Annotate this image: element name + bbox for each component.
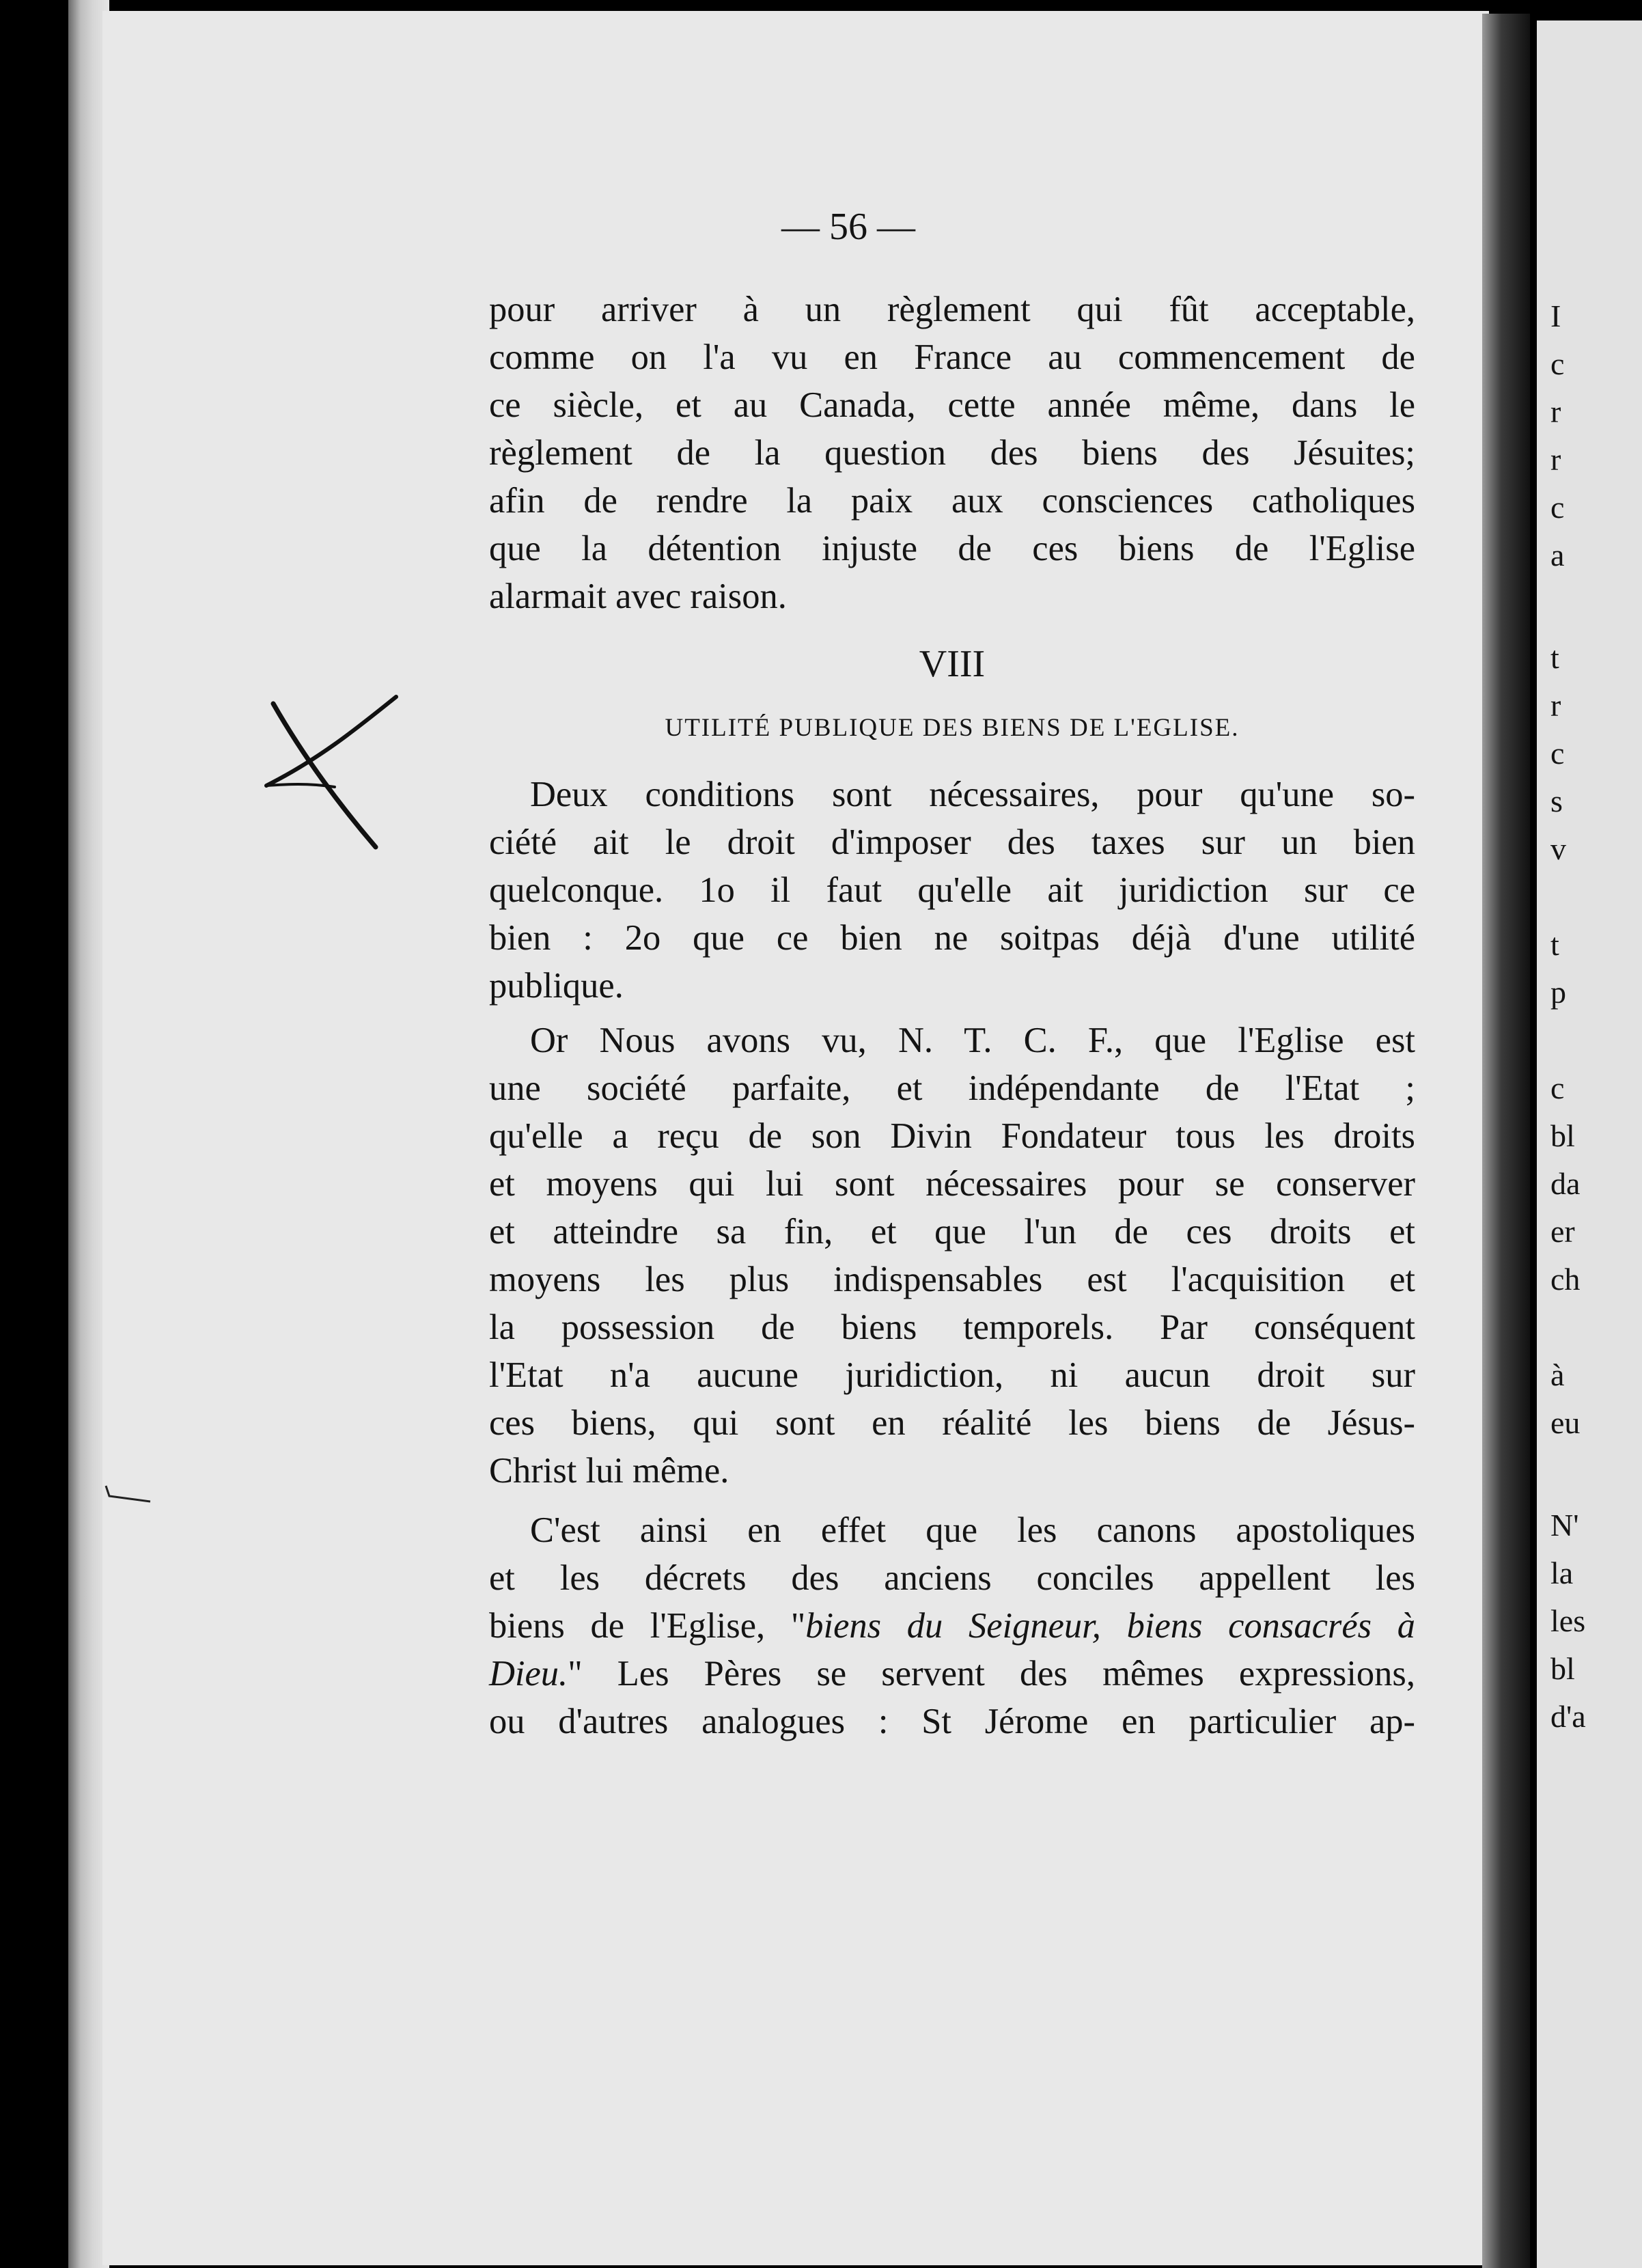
handwritten-cross-mark [260,683,410,861]
paragraph-jurisdiction [489,1017,1415,1495]
text-line: la possession de biens temporels. Par conséquent [489,1308,1415,1347]
text-line [489,1650,1415,1698]
facing-fragment: c [1550,346,1565,381]
facing-fragment: la [1550,1555,1574,1590]
text-line: pour arriver à un règlement qui fût acceptable, [489,290,1415,329]
text-line: alarmait avec raison. [489,577,787,616]
text-line: ce siècle, et au Canada, cette année même, dans le [489,385,1415,425]
text-line: Deux conditions sont nécessaires, pour qu'une so- [530,775,1415,814]
facing-fragment: p [1550,975,1566,1010]
text-line [489,1602,1415,1650]
section-heading: VIII [919,643,986,685]
text-line: l'Etat n'a aucune juridiction, ni aucun droit sur [489,1355,1415,1395]
paragraph-continuation [489,286,1415,620]
text-line: et moyens qui lui sont nécessaires pour se conserver [489,1164,1415,1204]
facing-fragment: I [1550,299,1561,333]
facing-fragment: t [1550,927,1559,962]
text-line: et les décrets des anciens conciles appellent les [489,1558,1415,1598]
facing-fragment: v [1550,831,1566,866]
text-line: une société parfaite, et indépendante de l'Etat ; [489,1068,1415,1108]
text-line: afin de rendre la paix aux consciences catholiques [489,481,1415,521]
text-line: C'est ainsi en effet que les canons apostoliques [530,1510,1415,1550]
page-number: — 56 — [781,206,915,248]
facing-fragment: bl [1550,1118,1575,1153]
facing-fragment: s [1550,784,1563,818]
italic-quote: biens du Seigneur, biens consacrés à [805,1606,1416,1646]
text-run: " Les Pères se servent des mêmes expressions, [568,1654,1415,1693]
ink-smudge [102,1482,157,1503]
text-line: et atteindre sa fin, et que l'un de ces droits et [489,1212,1415,1251]
facing-fragment: t [1550,640,1559,675]
text-line: ces biens, qui sont en réalité les biens de Jésus- [489,1403,1415,1443]
facing-fragment: bl [1550,1651,1575,1686]
facing-fragment: c [1550,1070,1565,1105]
gutter-shadow [1482,14,1530,2268]
facing-fragment: les [1550,1603,1586,1638]
facing-fragment: r [1550,442,1561,477]
text-line: Or Nous avons vu, N. T. C. F., que l'Eglise est [530,1021,1415,1060]
facing-fragment: ch [1550,1262,1581,1297]
facing-fragment: r [1550,394,1561,429]
text-run: biens de l'Eglise, " [489,1606,806,1646]
facing-fragment: c [1550,736,1565,771]
facing-fragment: eu [1550,1405,1581,1440]
text-line: comme on l'a vu en France au commencement de [489,337,1415,377]
paragraph-conditions [489,771,1415,1010]
facing-fragment: d'a [1550,1699,1586,1734]
text-line: bien : 2o que ce bien ne soitpas déjà d'une utilité [489,918,1415,958]
text-line: moyens les plus indispensables est l'acquisition et [489,1260,1415,1299]
facing-page-fragment [1537,20,1642,2268]
text-line: règlement de la question des biens des Jésuites; [489,433,1415,473]
text-line: Christ lui même. [489,1451,729,1491]
text-line: quelconque. 1o il faut qu'elle ait juridiction sur ce [489,870,1415,910]
text-line: que la détention injuste de ces biens de l'Eglise [489,529,1415,568]
text-line: ciété ait le droit d'imposer des taxes sur un bien [489,822,1415,862]
section-subheading: UTILITÉ PUBLIQUE DES BIENS DE L'EGLISE. [665,714,1240,742]
text-line: ou d'autres analogues : St Jérome en particulier ap- [489,1702,1415,1741]
text-line: qu'elle a reçu de son Divin Fondateur tous les droits [489,1116,1415,1156]
facing-fragment: à [1550,1357,1565,1392]
facing-fragment: c [1550,490,1565,525]
facing-fragment: a [1550,538,1565,572]
facing-fragment: r [1550,688,1561,723]
facing-fragment: da [1550,1166,1581,1201]
paragraph-canons [489,1506,1415,1745]
italic-quote: Dieu. [489,1654,568,1693]
facing-fragment: er [1550,1214,1575,1249]
facing-fragment: N' [1550,1508,1579,1543]
text-line: publique. [489,966,624,1006]
